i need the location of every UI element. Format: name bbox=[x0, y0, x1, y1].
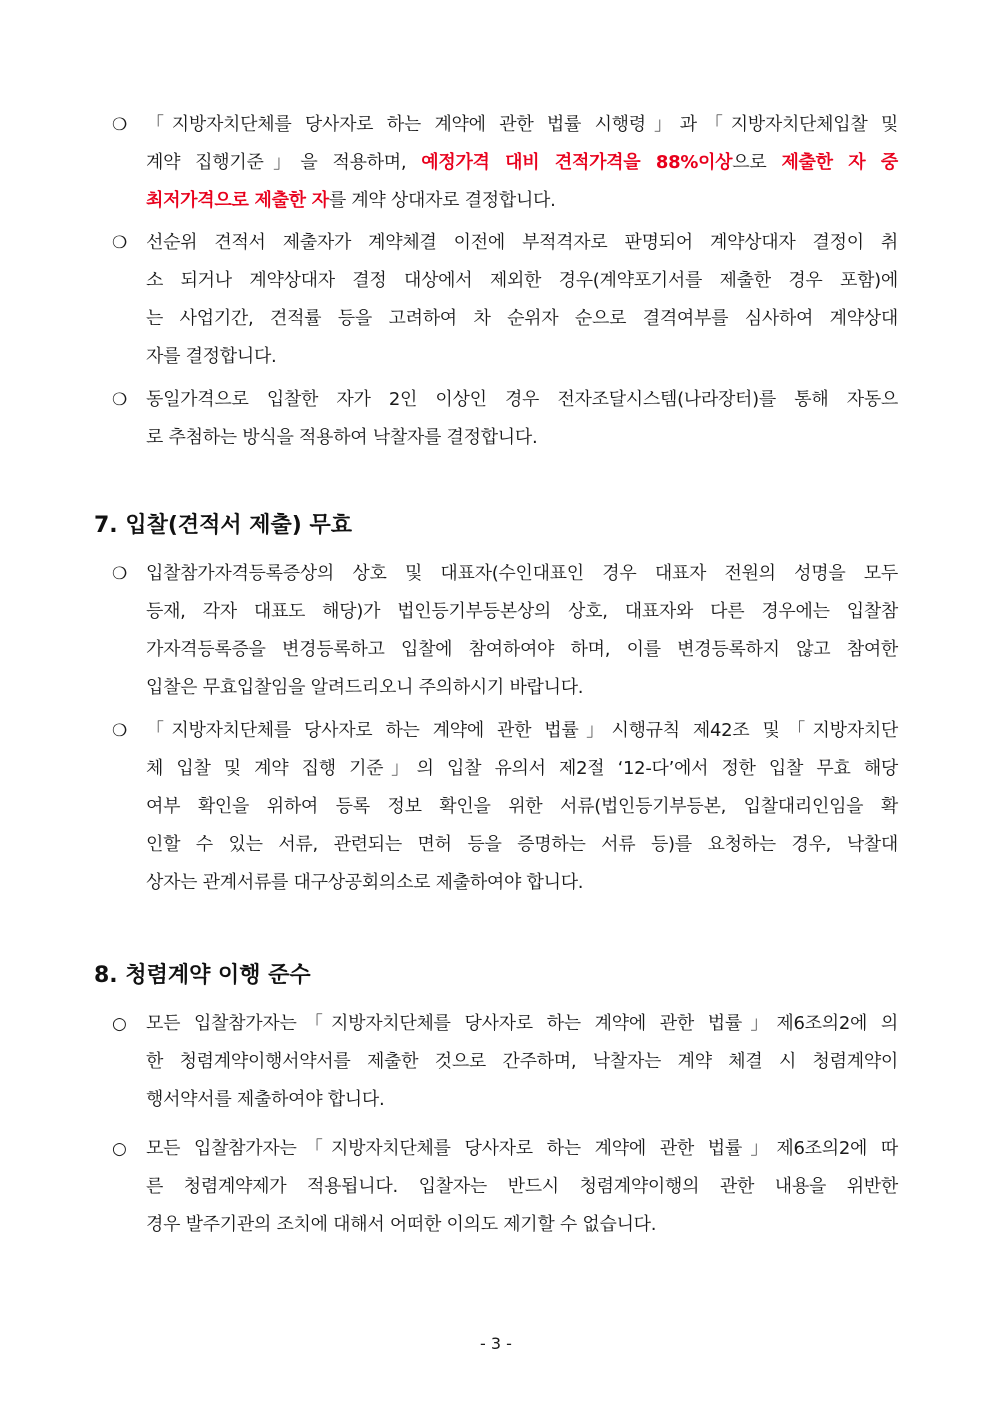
text-line: 자를 결정합니다. bbox=[146, 346, 277, 367]
text-line: 경우 발주기관의 조치에 대해서 어떠한 이의도 제기할 수 없습니다. bbox=[146, 1214, 657, 1235]
text-line: 체 입찰 및 계약 집행 기준」의 입찰 유의서 제2절 ‘12-다’에서 정한 입찰 무효 해당 bbox=[146, 758, 898, 779]
section-heading: 8. 청렴계약 이행 준수 bbox=[94, 963, 311, 988]
circle-bullet-icon: ❍ bbox=[112, 564, 128, 584]
circle-bullet-icon: ❍ bbox=[112, 233, 128, 253]
text-line: 인할 수 있는 서류, 관련되는 면허 등을 증명하는 서류 등)를 요청하는 경우, 낙찰대 bbox=[146, 834, 898, 855]
text-line: 한 청렴계약이행서약서를 제출한 것으로 간주하며, 낙찰자는 계약 체결 시 청렴계약이 bbox=[146, 1051, 898, 1072]
text-line: 입찰은 무효입찰임을 알려드리오니 주의하시기 바랍니다. bbox=[146, 677, 584, 698]
circle-bullet-icon: ○ bbox=[112, 1139, 127, 1159]
text-line: 른 청렴계약제가 적용됩니다. 입찰자는 반드시 청렴계약이행의 관한 내용을 위반한 bbox=[146, 1176, 898, 1197]
text-line: 모든 입찰참가자는「지방자치단체를 당사자로 하는 계약에 관한 법률」제6조의2에 의 bbox=[146, 1013, 898, 1034]
text-fragment: 를 계약 상대자로 결정합니다. bbox=[328, 190, 556, 211]
text-line: 행서약서를 제출하여야 합니다. bbox=[146, 1089, 385, 1110]
text-line: 「지방자치단체를 당사자로 하는 계약에 관한 법률」시행규칙 제42조 및「지방자치단 bbox=[146, 720, 898, 741]
text-line: 소 되거나 계약상대자 결정 대상에서 제외한 경우(계약포기서를 제출한 경우 포함)에 bbox=[146, 270, 898, 291]
circle-bullet-icon: ○ bbox=[112, 1014, 127, 1034]
text-line: 모든 입찰참가자는「지방자치단체를 당사자로 하는 계약에 관한 법률」제6조의2에 따 bbox=[146, 1138, 898, 1159]
emphasis-text: 최저가격으로 제출한 자 bbox=[146, 190, 329, 211]
text-fragment: 계약 집행기준」을 적용하며, bbox=[146, 152, 422, 173]
text-line bbox=[146, 182, 556, 220]
circle-bullet-icon: ❍ bbox=[112, 721, 128, 741]
text-line: 는 사업기간, 견적률 등을 고려하여 차 순위자 순으로 결격여부를 심사하여 계약상대 bbox=[146, 308, 898, 329]
section-heading: 7. 입찰(견적서 제출) 무효 bbox=[94, 513, 353, 538]
emphasis-text: 제출한 자 중 bbox=[781, 152, 898, 173]
text-line bbox=[146, 144, 898, 182]
text-fragment: 으로 bbox=[732, 152, 782, 173]
text-line: 상자는 관계서류를 대구상공회의소로 제출하여야 합니다. bbox=[146, 872, 584, 893]
text-line: 동일가격으로 입찰한 자가 2인 이상인 경우 전자조달시스템(나라장터)를 통해 자동으 bbox=[146, 389, 898, 410]
text-line: 등재, 각자 대표도 해당)가 법인등기부등본상의 상호, 대표자와 다른 경우에는 입찰참 bbox=[146, 601, 898, 622]
text-line: 입찰참가자격등록증상의 상호 및 대표자(수인대표인 경우 대표자 전원의 성명을 모두 bbox=[146, 563, 898, 584]
circle-bullet-icon: ❍ bbox=[112, 115, 128, 135]
text-line: 선순위 견적서 제출자가 계약체결 이전에 부적격자로 판명되어 계약상대자 결정이 취 bbox=[146, 232, 898, 253]
circle-bullet-icon: ❍ bbox=[112, 390, 128, 410]
text-line: 가자격등록증을 변경등록하고 입찰에 참여하여야 하며, 이를 변경등록하지 않고 참여한 bbox=[146, 639, 898, 660]
page-number: - 3 - bbox=[480, 1334, 512, 1353]
emphasis-text: 예정가격 대비 견적가격을 88%이상 bbox=[421, 152, 733, 173]
text-line: 로 추첨하는 방식을 적용하여 낙찰자를 결정합니다. bbox=[146, 427, 538, 448]
text-line: 「지방자치단체를 당사자로 하는 계약에 관한 법률 시행령」과「지방자치단체입찰 및 bbox=[146, 114, 898, 135]
text-line: 여부 확인을 위하여 등록 정보 확인을 위한 서류(법인등기부등본, 입찰대리인임을 확 bbox=[146, 796, 898, 817]
